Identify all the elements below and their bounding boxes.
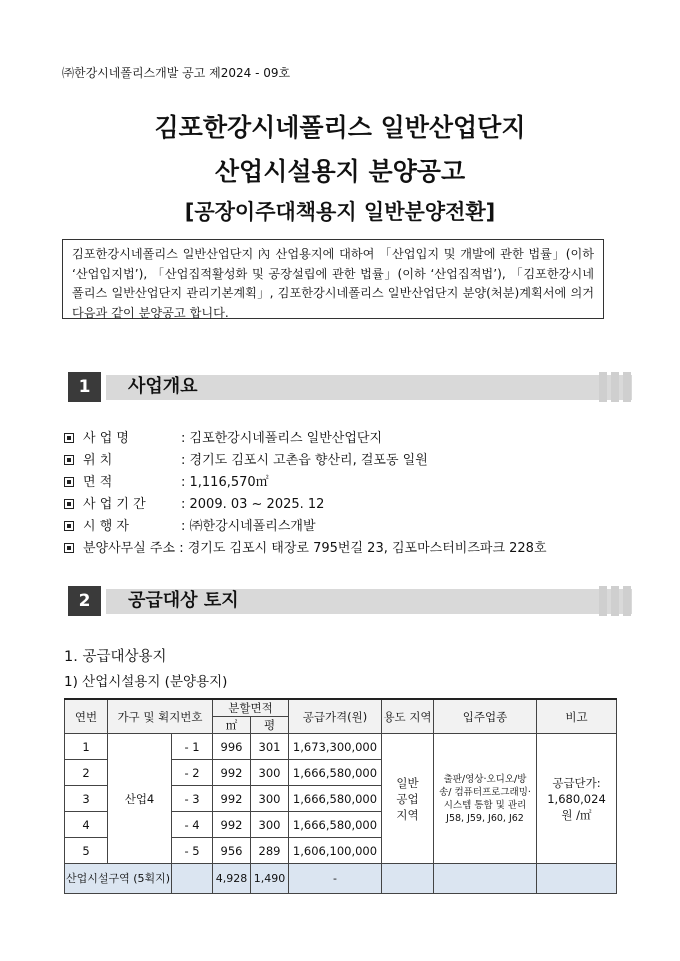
- square-bullet-icon: [64, 433, 74, 443]
- cell-py: 301: [251, 734, 289, 760]
- supply-table: [64, 698, 617, 894]
- cell-lot: - 5: [172, 838, 213, 864]
- total-m2: 4,928: [213, 864, 251, 894]
- cell-lot: - 4: [172, 812, 213, 838]
- cell-no: 2: [65, 760, 108, 786]
- header-price: 공급가격(원): [289, 699, 382, 734]
- section-stripes: [595, 586, 631, 616]
- cell-no: 4: [65, 812, 108, 838]
- item-key: 시 행 자: [83, 519, 129, 534]
- overview-list: [64, 428, 547, 560]
- intro-box: 김포한강시네폴리스 일반산업단지 內 산업용지에 대하여 「산업입지 및 개발에 관한 법률」(이하 ‘산업입지법’), 「산업집적활성화 및 공장설립에 관한 법률」(이하 ‘산업집적법’), 「김포한강시네폴리스 일반산업단지 관리기본계획」, 김포한강시네폴리스 일반산업단지 분양(처분)계획서에 의거 다음과 같이 분양공고 합니다.: [62, 239, 604, 319]
- total-row: [65, 864, 617, 894]
- page-title: 김포한강시네폴리스 일반산업단지: [154, 113, 526, 142]
- cell-no: 3: [65, 786, 108, 812]
- header-industry: 입주업종: [434, 699, 537, 734]
- total-empty: [434, 864, 537, 894]
- item-value: : 1,116,570㎡: [181, 475, 269, 490]
- list-item: [64, 516, 547, 538]
- cell-m2: 992: [213, 786, 251, 812]
- cell-no: 5: [65, 838, 108, 864]
- item-value: : 경기도 김포시 고촌읍 향산리, 걸포동 일원: [181, 453, 428, 468]
- list-item: [64, 538, 547, 560]
- cell-py: 289: [251, 838, 289, 864]
- item-value: : 김포한강시네폴리스 일반산업단지: [181, 431, 383, 446]
- section-1-header: [68, 372, 613, 402]
- subsection-subtitle: 1) 산업시설용지 (분양용지): [64, 674, 228, 690]
- item-key: 위 치: [83, 453, 113, 468]
- item-value: : ㈜한강시네폴리스개발: [181, 519, 316, 534]
- cell-industry: 출판/영상·오디오/방송/ 컴퓨터프로그래밍· 시스템 통합 및 관리 J58, J59, J60, J62: [434, 734, 537, 864]
- square-bullet-icon: [64, 499, 74, 509]
- header-area-m2: ㎡: [213, 717, 251, 734]
- item-key: 면 적: [83, 475, 113, 490]
- header-area-py: 평: [251, 717, 289, 734]
- item-value: : 2009. 03 ~ 2025. 12: [181, 497, 325, 512]
- cell-price: 1,666,580,000: [289, 760, 382, 786]
- cell-py: 300: [251, 786, 289, 812]
- header-zone: 용도 지역: [382, 699, 434, 734]
- section-number: 2: [68, 586, 101, 616]
- list-item: [64, 472, 547, 494]
- section-number: 1: [68, 372, 101, 402]
- cell-m2: 992: [213, 760, 251, 786]
- cell-price: 1,606,100,000: [289, 838, 382, 864]
- subsection-title: 1. 공급대상용지: [64, 649, 167, 665]
- header-no: 연번: [65, 699, 108, 734]
- cell-m2: 992: [213, 812, 251, 838]
- cell-lot: - 3: [172, 786, 213, 812]
- square-bullet-icon: [64, 477, 74, 487]
- total-empty: [172, 864, 213, 894]
- total-price: -: [289, 864, 382, 894]
- cell-price: 1,673,300,000: [289, 734, 382, 760]
- section-label: 사업개요: [128, 376, 198, 397]
- section-stripes: [595, 372, 631, 402]
- table-row: [65, 734, 617, 760]
- item-key: 분양사무실 주소: [83, 541, 176, 556]
- notice-number: ㈜한강시네폴리스개발 공고 제2024 - 09호: [62, 66, 291, 80]
- item-value: : 경기도 김포시 태장로 795번길 23, 김포마스터비즈파크 228호: [179, 541, 547, 556]
- cell-lot: - 1: [172, 734, 213, 760]
- cell-no: 1: [65, 734, 108, 760]
- list-item: [64, 450, 547, 472]
- cell-m2: 996: [213, 734, 251, 760]
- total-label: 산업시설구역 (5획지): [65, 864, 172, 894]
- item-key: 사 업 명: [83, 431, 129, 446]
- cell-py: 300: [251, 812, 289, 838]
- section-2-header: [68, 586, 613, 616]
- page-subtitle: 산업시설용지 분양공고: [214, 157, 466, 186]
- square-bullet-icon: [64, 543, 74, 553]
- square-bullet-icon: [64, 521, 74, 531]
- cell-note: 공급단가: 1,680,024 원 /㎡: [537, 734, 617, 864]
- item-key: 사 업 기 간: [83, 497, 146, 512]
- cell-lot: - 2: [172, 760, 213, 786]
- list-item: [64, 428, 547, 450]
- section-label: 공급대상 토지: [128, 590, 239, 611]
- cell-m2: 956: [213, 838, 251, 864]
- total-empty: [382, 864, 434, 894]
- cell-price: 1,666,580,000: [289, 812, 382, 838]
- cell-price: 1,666,580,000: [289, 786, 382, 812]
- header-note: 비고: [537, 699, 617, 734]
- total-py: 1,490: [251, 864, 289, 894]
- header-area: 분할면적: [213, 699, 289, 717]
- list-item: [64, 494, 547, 516]
- square-bullet-icon: [64, 455, 74, 465]
- cell-zone: 일반 공업 지역: [382, 734, 434, 864]
- header-block: 가구 및 획지번호: [108, 699, 213, 734]
- cell-py: 300: [251, 760, 289, 786]
- cell-block: 산업4: [108, 734, 172, 864]
- page-subtitle-bracket: [공장이주대책용지 일반분양전환]: [184, 200, 496, 224]
- total-empty: [537, 864, 617, 894]
